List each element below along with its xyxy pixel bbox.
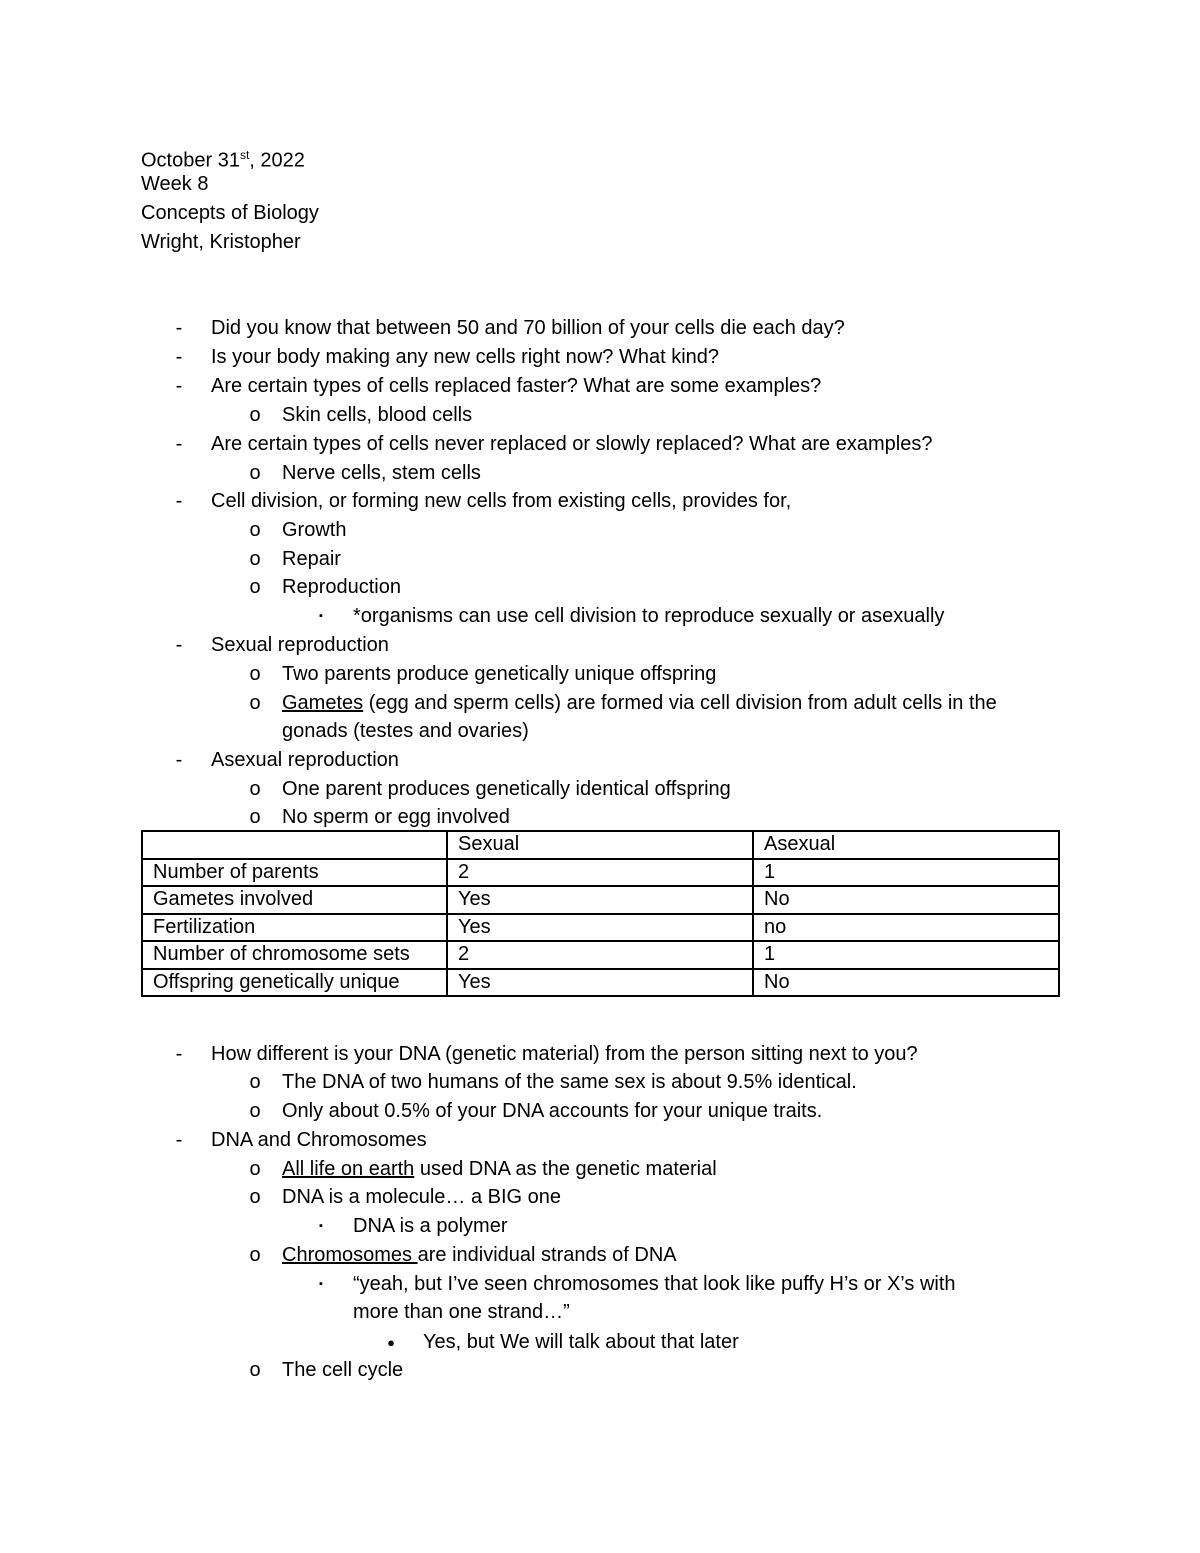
note-new-cells: Is your body making any new cells right now? What kind? <box>211 346 720 368</box>
reproduction-comparison-table <box>141 830 1060 997</box>
table-cell: 1 <box>753 941 1059 969</box>
square-bullet: ▪ <box>319 610 323 622</box>
table-header-cell: Sexual <box>447 831 753 859</box>
note-dna-polymer: DNA is a polymer <box>353 1215 508 1237</box>
table-cell: 1 <box>753 859 1059 887</box>
square-bullet: ▪ <box>319 1278 323 1290</box>
table-row <box>142 886 1059 914</box>
note-cell-cycle: The cell cycle <box>282 1359 404 1381</box>
circle-bullet: o <box>249 404 261 426</box>
dash-bullet: - <box>175 490 183 512</box>
circle-bullet: o <box>249 1186 261 1208</box>
author-name: Wright, Kristopher <box>141 231 301 253</box>
table-cell: Fertilization <box>142 914 447 942</box>
dash-bullet: - <box>175 1129 183 1151</box>
circle-bullet: o <box>249 548 261 570</box>
circle-bullet: o <box>249 1071 261 1093</box>
table-cell: Number of chromosome sets <box>142 941 447 969</box>
note-two-parents: Two parents produce genetically unique offspring <box>282 663 717 685</box>
note-dna-identical: The DNA of two humans of the same sex is about 9.5% identical. <box>282 1071 857 1093</box>
table-cell: Number of parents <box>142 859 447 887</box>
note-one-parent: One parent produces genetically identical offspring <box>282 778 731 800</box>
table-header-cell: Asexual <box>753 831 1059 859</box>
table-row <box>142 941 1059 969</box>
table-cell: Yes <box>447 886 753 914</box>
circle-bullet: o <box>249 576 261 598</box>
table-cell: no <box>753 914 1059 942</box>
dash-bullet: - <box>175 346 183 368</box>
table-cell: 2 <box>447 941 753 969</box>
note-all-life: All life on earth used DNA as the genetic material <box>282 1158 717 1180</box>
note-puffy-chromosomes: “yeah, but I’ve seen chromosomes that look like puffy H’s or X’s with <box>353 1273 956 1295</box>
table-cell: Yes <box>447 969 753 997</box>
table-row <box>142 914 1059 942</box>
note-replaced-faster: Are certain types of cells replaced faster? What are some examples? <box>211 375 822 397</box>
dash-bullet: - <box>175 317 183 339</box>
note-chromosomes: Chromosomes are individual strands of DNA <box>282 1244 677 1266</box>
table-header-row <box>142 831 1059 859</box>
circle-bullet: o <box>249 519 261 541</box>
note-organisms: *organisms can use cell division to reproduce sexually or asexually <box>353 605 945 627</box>
table-row <box>142 969 1059 997</box>
table-cell: Gametes involved <box>142 886 447 914</box>
dot-bullet: ● <box>387 1335 395 1350</box>
circle-bullet: o <box>249 1244 261 1266</box>
circle-bullet: o <box>249 778 261 800</box>
table-cell: Yes <box>447 914 753 942</box>
dash-bullet: - <box>175 375 183 397</box>
circle-bullet: o <box>249 462 261 484</box>
table-header-cell <box>142 831 447 859</box>
table-cell: 2 <box>447 859 753 887</box>
note-more-strands: more than one strand…” <box>353 1301 570 1323</box>
note-never-replaced: Are certain types of cells never replaced or slowly replaced? What are examples? <box>211 433 933 455</box>
week-label: Week 8 <box>141 173 209 195</box>
table-cell: No <box>753 969 1059 997</box>
note-skin-blood: Skin cells, blood cells <box>282 404 473 426</box>
note-no-sperm-egg: No sperm or egg involved <box>282 806 510 828</box>
circle-bullet: o <box>249 806 261 828</box>
note-dna-molecule: DNA is a molecule… a BIG one <box>282 1186 562 1208</box>
note-gonads: gonads (testes and ovaries) <box>282 720 529 742</box>
note-reproduction: Reproduction <box>282 576 401 598</box>
note-sexual-reproduction: Sexual reproduction <box>211 634 389 656</box>
dash-bullet: - <box>175 634 183 656</box>
dash-bullet: - <box>175 749 183 771</box>
note-talk-later: Yes, but We will talk about that later <box>423 1331 739 1353</box>
note-unique-traits: Only about 0.5% of your DNA accounts for your unique traits. <box>282 1100 823 1122</box>
note-dna-chromosomes: DNA and Chromosomes <box>211 1129 427 1151</box>
note-gametes: Gametes (egg and sperm cells) are formed via cell division from adult cells in the <box>282 692 997 714</box>
note-repair: Repair <box>282 548 341 570</box>
table-cell: Offspring genetically unique <box>142 969 447 997</box>
note-growth: Growth <box>282 519 347 541</box>
note-nerve-stem: Nerve cells, stem cells <box>282 462 481 484</box>
circle-bullet: o <box>249 1359 261 1381</box>
circle-bullet: o <box>249 1158 261 1180</box>
date-line: October 31st, 2022 <box>141 148 305 172</box>
circle-bullet: o <box>249 663 261 685</box>
square-bullet: ▪ <box>319 1220 323 1232</box>
course-title: Concepts of Biology <box>141 202 319 224</box>
dash-bullet: - <box>175 433 183 455</box>
circle-bullet: o <box>249 1100 261 1122</box>
note-cell-division: Cell division, or forming new cells from existing cells, provides for, <box>211 490 792 512</box>
table-cell: No <box>753 886 1059 914</box>
note-cells-die: Did you know that between 50 and 70 billion of your cells die each day? <box>211 317 845 339</box>
dash-bullet: - <box>175 1043 183 1065</box>
circle-bullet: o <box>249 692 261 714</box>
note-dna-difference: How different is your DNA (genetic material) from the person sitting next to you? <box>211 1043 918 1065</box>
table-row <box>142 859 1059 887</box>
note-asexual-reproduction: Asexual reproduction <box>211 749 399 771</box>
